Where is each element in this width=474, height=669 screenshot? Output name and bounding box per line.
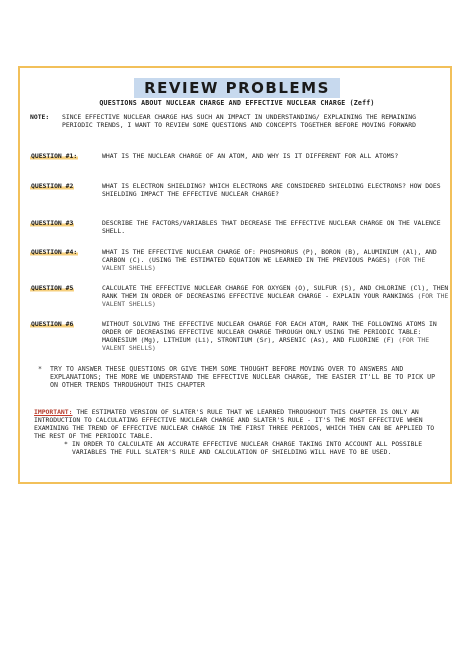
question-text: WITHOUT SOLVING THE EFFECTIVE NUCLEAR CHARGE FOR EACH ATOM, RANK THE FOLLOWING ATOMS IN ORDER OF DECREASING EFFECTIVE NUCLEAR CHARGE THROUGH ONLY USING THE PERIODIC TABLE: MAGNESIUM (Mg), LITHIUM (Li), STRONTIUM (Sr), ARSENIC (As), AND FLUORINE (F) (FOR THE VALENT SHELLS) — [102, 320, 437, 352]
question-label: QUESTION #4: — [31, 248, 78, 256]
important-subnote-text: IN ORDER TO CALCULATE AN ACCURATE EFFECTIVE NUCLEAR CHARGE TAKING INTO ACCOUNT ALL POSSIBLE VARIABLES THE FULL SLATER'S RULE AND CALCULATION OF SHIELDING WILL HAVE TO BE USED. — [72, 440, 423, 456]
tip-text: TRY TO ANSWER THESE QUESTIONS OR GIVE THEM SOME THOUGHT BEFORE MOVING OVER TO ANSWERS AND EXPLANATIONS; THE MORE WE UNDERSTAND THE EFFECTIVE NUCLEAR CHARGE, THE EASIER IT'LL BE TO PICK UP ON OTHER TRENDS THROUGHOUT THIS CHAPTER — [50, 365, 436, 389]
star-icon: * — [64, 440, 68, 448]
note-label: NOTE: — [30, 113, 50, 121]
important-label: IMPORTANT: — [34, 408, 73, 416]
question-6 — [30, 320, 450, 352]
page-title: REVIEW PROBLEMS — [134, 78, 340, 98]
question-label: QUESTION #2 — [31, 182, 74, 190]
note-text: SINCE EFFECTIVE NUCLEAR CHARGE HAS SUCH AN IMPACT IN UNDERSTANDING/ EXPLAINING THE REMAINING PERIODIC TRENDS, I WANT TO REVIEW SOME QUESTIONS AND CONCEPTS TOGETHER BEFORE MOVING FORWARD — [62, 113, 416, 129]
page-subtitle: QUESTIONS ABOUT NUCLEAR CHARGE AND EFFECTIVE NUCLEAR CHARGE (Zeff) — [99, 99, 375, 107]
question-text: WHAT IS THE NUCLEAR CHARGE OF AN ATOM, AND WHY IS IT DIFFERENT FOR ALL ATOMS? — [102, 152, 399, 160]
valent-note: (FOR THE VALENT SHELLS) — [102, 336, 430, 352]
question-label: QUESTION #1: — [31, 152, 78, 160]
question-text: WHAT IS THE EFFECTIVE NUCLEAR CHARGE OF: PHOSPHORUS (P), BORON (B), ALUMINIUM (Al), AND CARBON (C). (USING THE ESTIMATED EQUATION WE LEARNED IN THE PREVIOUS PAGES) (FOR THE VALENT SHELLS) — [102, 248, 437, 272]
tip-block — [38, 365, 438, 389]
important-text: THE ESTIMATED VERSION OF SLATER'S RULE THAT WE LEARNED THROUGHOUT THIS CHAPTER IS ONLY AN INTRODUCTION TO CALCULATING EFFECTIVE NUCLEAR CHARGE AND SLATER'S RULE - IT'S THE MOST EFFECTIVE WHEN EXAMINING THE TREND OF EFFECTIVE NUCLEAR CHARGE IN THE FIRST THREE PERIODS, WHICH THEN CAN BE APPLIED TO THE REST OF THE PERIODIC TABLE. — [34, 408, 435, 440]
question-text: DESCRIBE THE FACTORS/VARIABLES THAT DECREASE THE EFFECTIVE NUCLEAR CHARGE ON THE VALENCE SHELL. — [102, 219, 441, 235]
question-4 — [30, 248, 450, 272]
question-label: QUESTION #3 — [31, 219, 74, 227]
note-block — [30, 113, 440, 129]
valent-note: (FOR THE VALENT SHELLS) — [102, 292, 449, 308]
question-3 — [30, 219, 450, 235]
question-text: CALCULATE THE EFFECTIVE NUCLEAR CHARGE FOR OXYGEN (O), SULFUR (S), AND CHLORINE (Cl), THEN RANK THEM IN ORDER OF DECREASING EFFECTIVE NUCLEAR CHARGE - EXPLAIN YOUR RANKINGS (FOR THE VALENT SHELLS) — [102, 284, 449, 308]
important-subnote — [64, 440, 444, 456]
question-2 — [30, 182, 450, 198]
star-icon: * — [38, 365, 42, 373]
important-block — [34, 408, 444, 456]
title-wrap — [0, 78, 474, 98]
question-1 — [30, 152, 450, 160]
question-label: QUESTION #6 — [31, 320, 74, 328]
question-5 — [30, 284, 450, 308]
question-text: WHAT IS ELECTRON SHIELDING? WHICH ELECTRONS ARE CONSIDERED SHIELDING ELECTRONS? HOW DOES SHIELDING IMPACT THE EFFECTIVE NUCLEAR CHARGE? — [102, 182, 441, 198]
valent-note: (FOR THE VALENT SHELLS) — [102, 256, 426, 272]
question-label: QUESTION #5 — [31, 284, 74, 292]
